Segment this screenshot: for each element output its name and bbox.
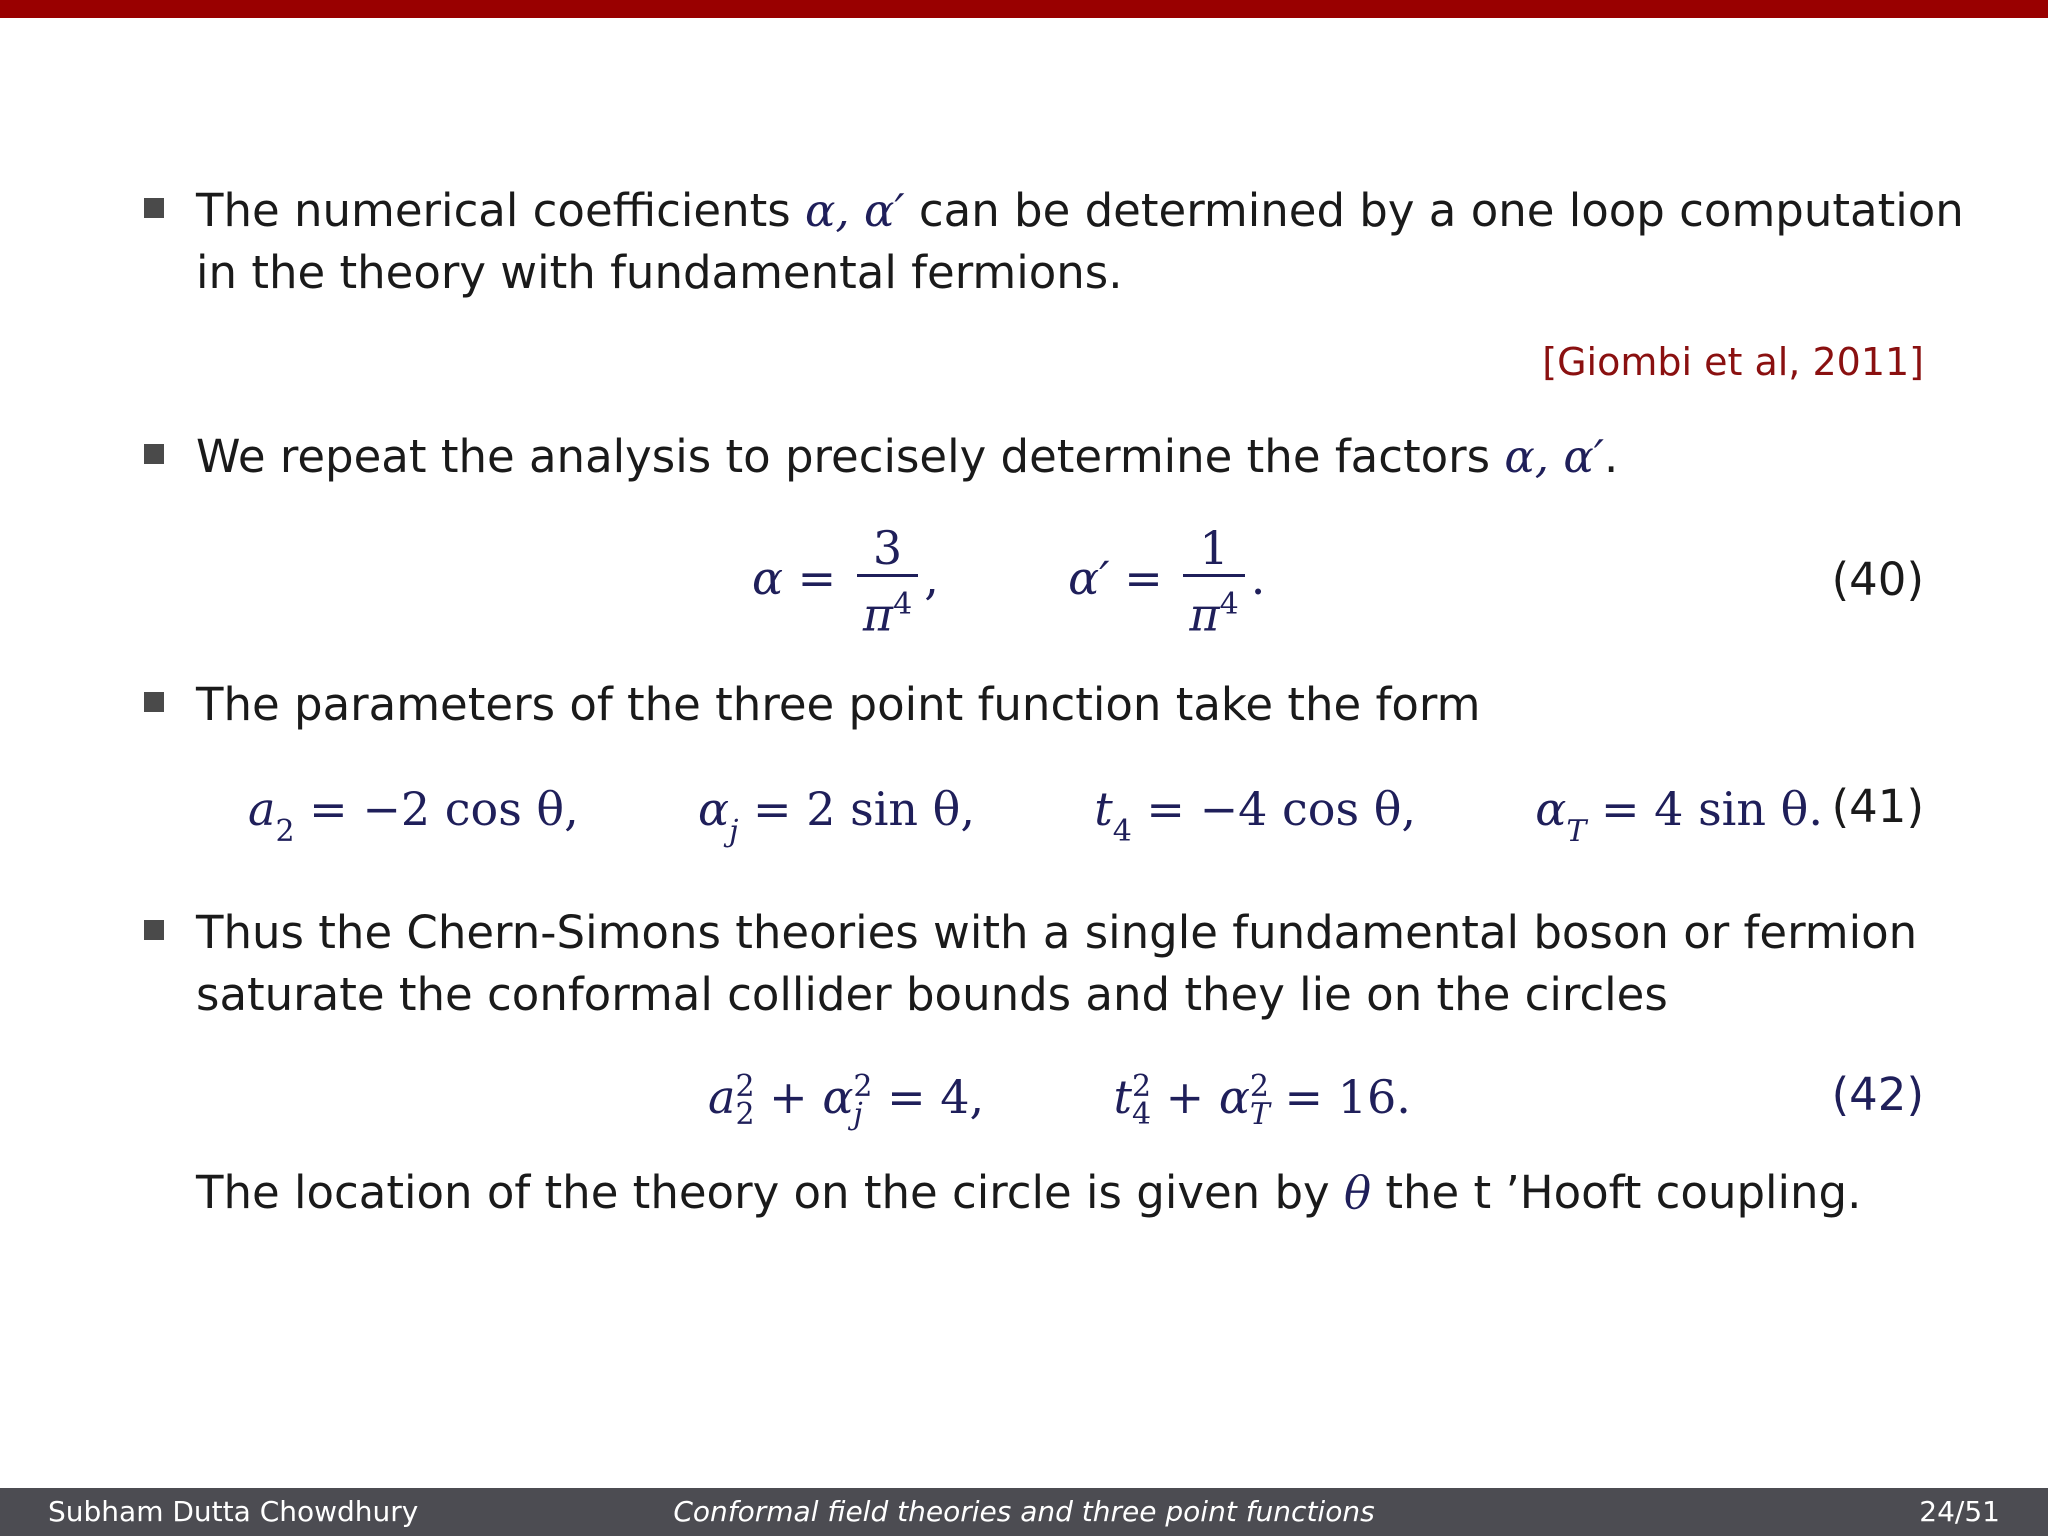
symbol-alpha: α — [822, 1070, 854, 1124]
equation-number-41: (41) — [1831, 780, 1924, 833]
superscript: 2 — [853, 1069, 873, 1104]
footer-bar — [0, 1488, 2048, 1536]
text-run: The location of the theory on the circle is given by — [196, 1166, 1344, 1219]
eq41-alpha-T — [1535, 782, 1823, 850]
text-run: can be determined by a one loop computation — [904, 184, 1964, 237]
bullet-2-line — [196, 426, 1618, 488]
rhs: = −4 cos θ, — [1131, 782, 1417, 836]
bullet-marker — [144, 198, 164, 218]
top-accent-bar — [0, 0, 2048, 18]
plus: + — [1151, 1070, 1219, 1124]
symbol-t: t — [1113, 1070, 1132, 1124]
rhs: = 2 sin θ, — [738, 782, 975, 836]
closing-line — [196, 1162, 1861, 1224]
equation-41 — [248, 782, 1823, 850]
symbol-alpha: α — [1535, 782, 1567, 836]
eq40-lhs-alpha-prime: α′ = — [1068, 551, 1163, 606]
subscript: j — [853, 1097, 863, 1132]
symbol-a: a — [248, 782, 276, 836]
equation-42 — [708, 1069, 1411, 1132]
bullet-marker — [144, 920, 164, 940]
rhs: = 4, — [872, 1070, 985, 1124]
plus: + — [754, 1070, 823, 1124]
rhs: = 4 sin θ. — [1586, 782, 1823, 836]
footer-author: Subham Dutta Chowdhury — [48, 1495, 419, 1528]
eq41-a2 — [248, 782, 579, 850]
math-alpha: α, α′ — [1504, 430, 1605, 483]
text-run: the t ’Hooft coupling. — [1371, 1166, 1862, 1219]
subscript: 2 — [275, 814, 295, 850]
math-theta: θ — [1343, 1166, 1372, 1219]
subscript: T — [1566, 814, 1587, 850]
superscript: 2 — [1249, 1069, 1269, 1104]
fraction-3-over-pi4 — [857, 522, 918, 642]
pi-symbol: π — [862, 587, 894, 642]
exponent: 4 — [1219, 587, 1239, 622]
math-alpha: α, α′ — [805, 184, 905, 237]
equation-number-42: (42) — [1831, 1068, 1924, 1121]
eq41-t4 — [1094, 782, 1417, 850]
superscript: 2 — [1131, 1069, 1152, 1104]
symbol-t: t — [1094, 782, 1113, 836]
equation-number-40: (40) — [1831, 553, 1924, 606]
comma: , — [924, 551, 939, 606]
text-run: . — [1604, 430, 1619, 483]
period: . — [1250, 551, 1266, 606]
symbol-alpha: α — [698, 782, 730, 836]
bullet-marker — [144, 692, 164, 712]
subscript: 4 — [1131, 1097, 1152, 1132]
rhs: = 16. — [1269, 1070, 1411, 1124]
subscript: 2 — [735, 1097, 755, 1132]
exponent: 4 — [893, 587, 913, 622]
numerator: 1 — [1199, 521, 1229, 575]
bullet-4-line-2: saturate the conformal collider bounds and they lie on the circles — [196, 968, 1668, 1021]
denominator — [1183, 574, 1244, 642]
bullet-4-line-1: Thus the Chern-Simons theories with a single fundamental boson or fermion — [196, 906, 1918, 959]
bullet-marker — [144, 444, 164, 464]
subscript: T — [1249, 1097, 1270, 1132]
sup-sub-stack — [735, 1069, 755, 1132]
citation: [Giombi et al, 2011] — [1542, 340, 1924, 384]
subscript: 4 — [1112, 814, 1132, 850]
bullet-3-line: The parameters of the three point function take the form — [196, 678, 1481, 731]
eq41-alpha-j — [698, 782, 975, 850]
denominator — [857, 574, 918, 642]
sup-sub-stack — [853, 1069, 873, 1132]
symbol-a: a — [708, 1070, 736, 1124]
symbol-alpha: α — [1218, 1070, 1250, 1124]
eq40-lhs-alpha: α = — [752, 551, 837, 606]
text-run: The numerical coefficients — [196, 184, 805, 237]
equation-40 — [752, 522, 1265, 642]
bullet-1-line-2: in the theory with fundamental fermions. — [196, 246, 1123, 299]
fraction-1-over-pi4 — [1183, 522, 1244, 642]
numerator: 3 — [872, 521, 903, 575]
bullet-1-line-1 — [196, 180, 1964, 242]
rhs: = −2 cos θ, — [294, 782, 579, 836]
pi-symbol: π — [1189, 587, 1220, 642]
text-run: We repeat the analysis to precisely determine the factors — [196, 430, 1505, 483]
footer-page-number: 24/51 — [1919, 1495, 2000, 1528]
sup-sub-stack — [1249, 1069, 1270, 1132]
superscript: 2 — [735, 1069, 755, 1104]
footer-title: Conformal field theories and three point functions — [673, 1495, 1375, 1528]
sup-sub-stack — [1131, 1069, 1152, 1132]
subscript: j — [729, 814, 739, 850]
